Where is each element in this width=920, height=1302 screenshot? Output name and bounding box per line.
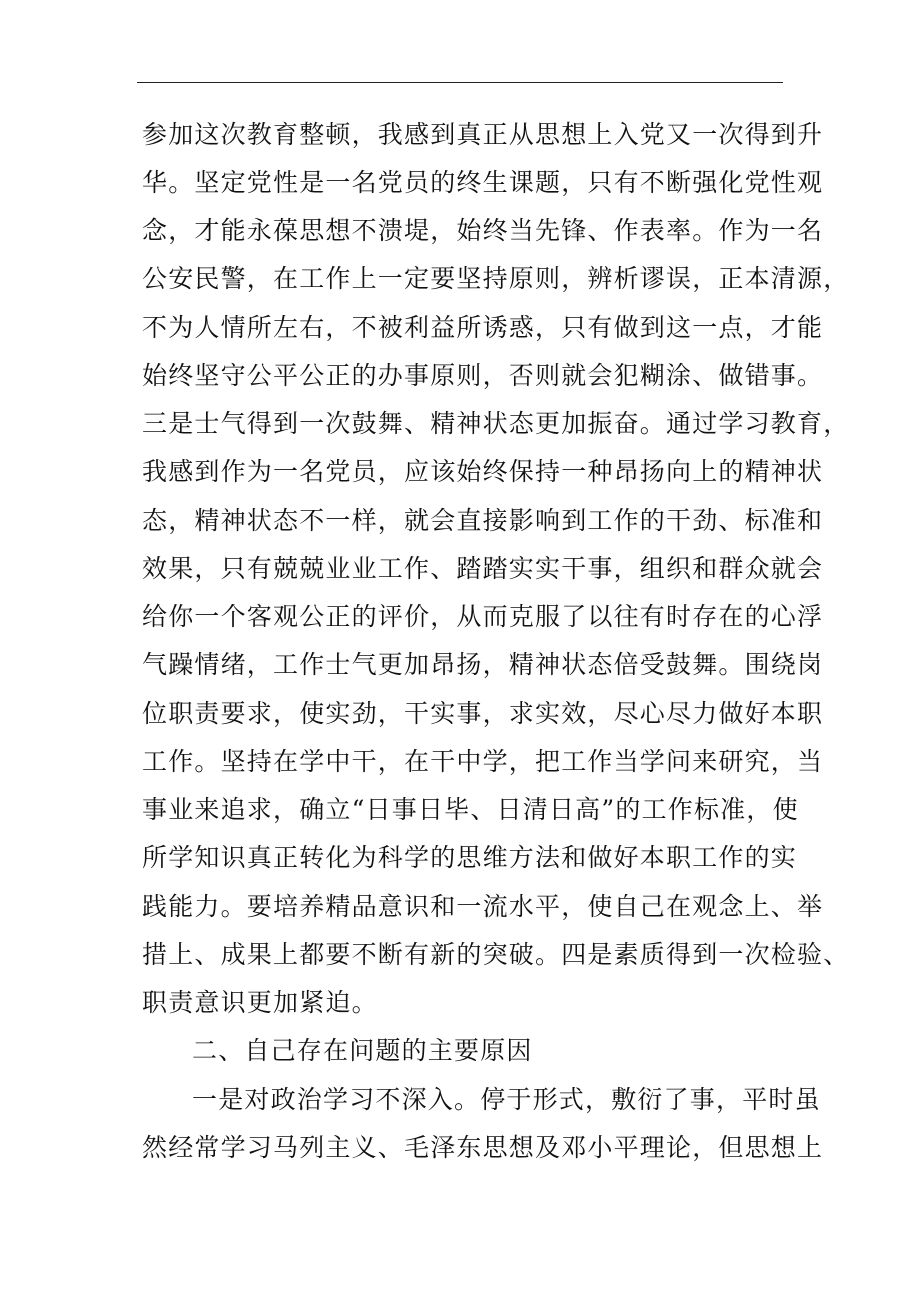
body-line: 华。坚定党性是一名党员的终生课题，只有不断强化党性观 xyxy=(142,168,824,197)
body-line: 念，才能永葆思想不溃堤，始终当先锋、作表率。作为一名 xyxy=(142,216,824,245)
section-heading: 二、自己存在问题的主要原因 xyxy=(192,1036,533,1065)
body-line: 位职责要求，使实劲，干实事，求实效，尽心尽力做好本职 xyxy=(142,699,824,728)
body-line: 工作。坚持在学中干，在干中学，把工作当学问来研究，当 xyxy=(142,747,824,776)
body-line: 所学知识真正转化为科学的思维方法和做好本职工作的实 xyxy=(142,843,798,872)
body-line: 措上、成果上都要不断有新的突破。四是素质得到一次检验、 xyxy=(142,940,850,969)
body-line: 效果，只有兢兢业业工作、踏踏实实干事，组织和群众就会 xyxy=(142,554,824,583)
body-line: 态，精神状态不一样，就会直接影响到工作的干劲、标准和 xyxy=(142,506,824,535)
body-line: 给你一个客观公正的评价，从而克服了以往有时存在的心浮 xyxy=(142,602,824,631)
body-line: 三是士气得到一次鼓舞、精神状态更加振奋。通过学习教育， xyxy=(142,409,850,438)
body-line: 事业来追求，确立“日事日毕、日清日高”的工作标准，使 xyxy=(142,795,799,824)
body-line: 然经常学习马列主义、毛泽东思想及邓小平理论，但思想上 xyxy=(142,1133,824,1162)
body-line: 公安民警，在工作上一定要坚持原则，辨析谬误，正本清源， xyxy=(142,264,850,293)
body-line: 一是对政治学习不深入。停于形式，敷衍了事，平时虽 xyxy=(192,1085,821,1114)
body-line: 职责意识更加紧迫。 xyxy=(142,988,378,1017)
body-line: 参加这次教育整顿，我感到真正从思想上入党又一次得到升 xyxy=(142,120,824,149)
body-line: 我感到作为一名党员，应该始终保持一种昂扬向上的精神状 xyxy=(142,457,824,486)
body-line: 不为人情所左右，不被利益所诱惑，只有做到这一点，才能 xyxy=(142,313,824,342)
body-line: 气躁情绪，工作士气更加昂扬，精神状态倍受鼓舞。围绕岗 xyxy=(142,650,824,679)
body-line: 始终坚守公平公正的办事原则，否则就会犯糊涂、做错事。 xyxy=(142,361,824,390)
body-line: 践能力。要培养精品意识和一流水平，使自己在观念上、举 xyxy=(142,892,824,921)
